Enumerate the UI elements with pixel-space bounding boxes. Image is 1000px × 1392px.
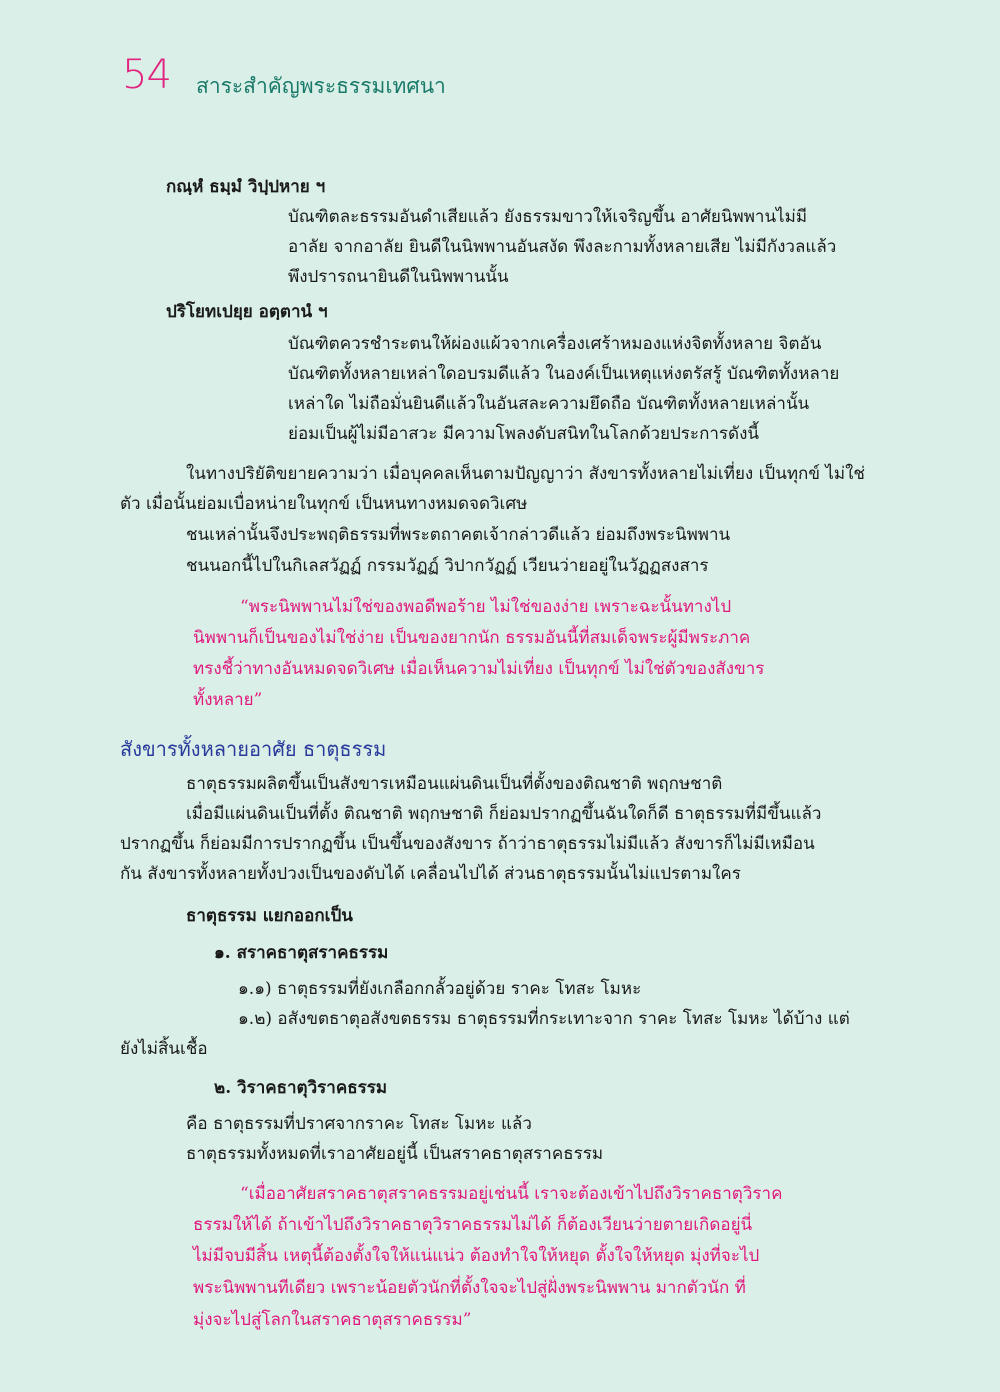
quote1-line: ทั้งหลาย” <box>193 690 263 710</box>
quote2-line: “เมื่ออาศัยสราคธาตุสราคธรรมอยู่เช่นนี้ เราจะต้องเข้าไปถึงวิราคธาตุวิราค <box>240 1184 783 1204</box>
verse2-line: บัณฑิตควรชำระตนให้ผ่องแผ้วจากเครื่องเศร้าหมองแห่งจิตทั้งหลาย จิตอัน <box>288 334 822 354</box>
verse1-pali: กณฺหํ ธมฺมํ วิปฺปหาย ฯ <box>166 177 326 197</box>
explanation-line: ตัว เมื่อนั้นย่อมเบื่อหน่ายในทุกข์ เป็นหนทางหมดจดวิเศษ <box>120 494 528 514</box>
explanation-line: ชนเหล่านั้นจึงประพฤติธรรมที่พระตถาคตเจ้ากล่าวดีแล้ว ย่อมถึงพระนิพพาน <box>186 525 731 545</box>
section-line: ธาตุธรรมผลิตขึ้นเป็นสังขารเหมือนแผ่นดินเป็นที่ตั้งของติณชาติ พฤกษชาติ <box>186 774 723 794</box>
section-line: เมื่อมีแผ่นดินเป็นที่ตั้ง ติณชาติ พฤกษชาติ ก็ย่อมปรากฏขึ้นฉันใดก็ดี ธาตุธรรมที่มีขึ้นแล้ว <box>186 804 822 824</box>
classification-title: ธาตุธรรม แยกออกเป็น <box>186 906 353 926</box>
section-line: กัน สังขารทั้งหลายทั้งปวงเป็นของดับได้ เคลื่อนไปได้ ส่วนธาตุธรรมนั้นไม่แปรตามใคร <box>120 864 741 884</box>
section-line: ปรากฏขึ้น ก็ย่อมมีการปรากฏขึ้น เป็นขึ้นของสังขาร ถ้าว่าธาตุธรรมไม่มีแล้ว สังขารก็ไม่มีเหมือน <box>120 834 815 854</box>
verse2-line: เหล่าใด ไม่ถือมั่นยินดีแล้วในอันสละความยึดถือ บัณฑิตทั้งหลายเหล่านั้น <box>288 394 810 414</box>
item2-title: ๒. วิราคธาตุวิราคธรรม <box>214 1078 388 1098</box>
item2-line: ธาตุธรรมทั้งหมดที่เราอาศัยอยู่นี้ เป็นสราคธาตุสราคธรรม <box>186 1144 604 1164</box>
quote1-line: “พระนิพพานไม่ใช่ของพอดีพอร้าย ไม่ใช่ของง่าย เพราะฉะนั้นทางไป <box>240 597 732 617</box>
book-title: สาระสำคัญพระธรรมเทศนา <box>196 74 446 98</box>
explanation-line: ชนนอกนี้ไปในกิเลสวัฏฏ์ กรรมวัฏฏ์ วิปากวัฏฏ์ เวียนว่ายอยู่ในวัฏฏสงสาร <box>186 556 709 576</box>
item1-sub2-cont: ยังไม่สิ้นเชื้อ <box>120 1039 208 1059</box>
quote2-line: ไม่มีจบมีสิ้น เหตุนี้ต้องตั้งใจให้แน่แน่ว ต้องทำใจให้หยุด ตั้งใจให้หยุด มุ่งที่จะไป <box>193 1246 760 1266</box>
verse2-line: ย่อมเป็นผู้ไม่มีอาสวะ มีความโพลงดับสนิทในโลกด้วยประการดังนี้ <box>288 424 759 444</box>
item1-sub1: ๑.๑) ธาตุธรรมที่ยังเกลือกกลั้วอยู่ด้วย ราคะ โทสะ โมหะ <box>238 979 642 999</box>
verse1-line: อาลัย จากอาลัย ยินดีในนิพพานอันสงัด พึงละกามทั้งหลายเสีย ไม่มีกังวลแล้ว <box>288 237 837 257</box>
quote2-line: มุ่งจะไปสู่โลกในสราคธาตุสราคธรรม” <box>193 1310 472 1330</box>
quote2-line: พระนิพพานทีเดียว เพราะน้อยตัวนักที่ตั้งใจจะไปสู่ฝั่งพระนิพพาน มากตัวนัก ที่ <box>193 1278 746 1298</box>
explanation-line: ในทางปริยัติขยายความว่า เมื่อบุคคลเห็นตามปัญญาว่า สังขารทั้งหลายไม่เที่ยง เป็นทุกข์ ไม่ใช่ <box>186 464 865 484</box>
quote2-line: ธรรมให้ได้ ถ้าเข้าไปถึงวิราคธาตุวิราคธรรมไม่ได้ ก็ต้องเวียนว่ายตายเกิดอยู่นี่ <box>193 1215 753 1235</box>
item1-sub2: ๑.๒) อสังขตธาตุอสังขตธรรม ธาตุธรรมที่กระเทาะจาก ราคะ โทสะ โมหะ ได้บ้าง แต่ <box>238 1009 850 1029</box>
item2-line: คือ ธาตุธรรมที่ปราศจากราคะ โทสะ โมหะ แล้ว <box>186 1114 532 1134</box>
verse1-line: บัณฑิตละธรรมอันดำเสียแล้ว ยังธรรมขาวให้เจริญขึ้น อาศัยนิพพานไม่มี <box>288 207 808 227</box>
section-heading: สังขารทั้งหลายอาศัย ธาตุธรรม <box>120 737 387 761</box>
quote1-line: ทรงชี้ว่าทางอันหมดจดวิเศษ เมื่อเห็นความไม่เที่ยง เป็นทุกข์ ไม่ใช่ตัวของสังขาร <box>193 659 765 679</box>
verse2-line: บัณฑิตทั้งหลายเหล่าใดอบรมดีแล้ว ในองค์เป็นเหตุแห่งตรัสรู้ บัณฑิตทั้งหลาย <box>288 364 840 384</box>
page-number: 54 <box>122 52 171 98</box>
verse2-pali: ปริโยทเปยฺย อตฺตานํ ฯ <box>166 302 328 322</box>
item1-title: ๑. สราคธาตุสราคธรรม <box>214 943 389 963</box>
quote1-line: นิพพานก็เป็นของไม่ใช่ง่าย เป็นของยากนัก ธรรมอันนี้ที่สมเด็จพระผู้มีพระภาค <box>193 628 751 648</box>
verse1-line: พึงปรารถนายินดีในนิพพานนั้น <box>288 267 509 287</box>
